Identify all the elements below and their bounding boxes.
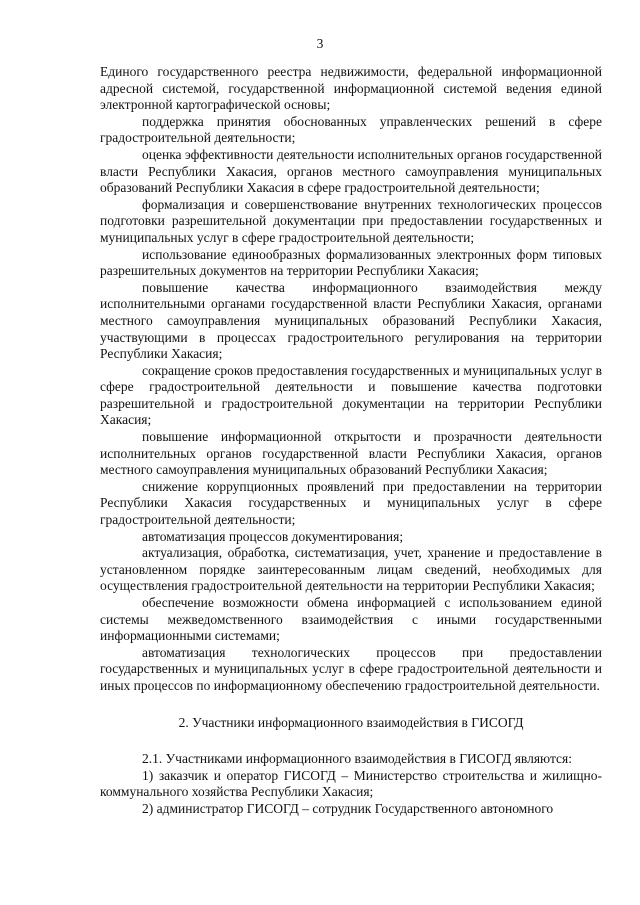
paragraphs-before: [100, 64, 602, 695]
paragraph: повышение информационной открытости и прозрачности деятельности исполнительных органов государственной власти Республики Хакасия, органов местного самоуправления муниципальных образований Республики Хакасия;: [100, 429, 602, 478]
paragraph: снижение коррупционных проявлений при предоставлении на территории Республики Хакасия государственных и муниципальных услуг в сфере градостроительной деятельности;: [100, 478, 602, 528]
paragraph: обеспечение возможности обмена информацией с использованием единой системы межведомственного взаимодействия с иными государственными информационными системами;: [100, 595, 602, 644]
paragraph: сокращение сроков предоставления государственных и муниципальных услуг в сфере градостроительной деятельности и повышение качества подготовки разрешительной и градостроительной документации на территории Республики Хакасия;: [100, 362, 602, 428]
paragraph: оценка эффективности деятельности исполнительных органов государственной власти Республики Хакасия, органов местного самоуправления муниципальных образований Республики Хакасия в сфере градостроительной деятельности;: [100, 146, 602, 196]
section-heading: 2. Участники информационного взаимодействия в ГИСОГД: [178, 714, 524, 730]
page-number: 3: [316, 36, 324, 51]
paragraphs-after: [100, 751, 602, 817]
paragraph: формализация и совершенствование внутренних технологических процессов подготовки разрешительной документации при предоставлении государственных и муниципальных услуг в сфере градостроительной деятельности;: [100, 196, 602, 245]
paragraph: 1) заказчик и оператор ГИСОГД – Министерство строительства и жилищно-коммунального хозяйства Республики Хакасия;: [100, 767, 602, 800]
paragraph: Единого государственного реестра недвижимости, федеральной информационной адресной системой, государственной информационной системой ведения единой электронной картографической основы;: [100, 64, 602, 113]
paragraph: поддержка принятия обоснованных управленческих решений в сфере градостроительной деятельности;: [100, 113, 602, 146]
paragraph: 2) администратор ГИСОГД – сотрудник Государственного автономного: [142, 800, 554, 816]
document-body: [100, 64, 602, 818]
paragraph: 2.1. Участниками информационного взаимодействия в ГИСОГД являются:: [142, 751, 572, 767]
paragraph: использование единообразных формализованных электронных форм типовых разрешительных документов на территории Республики Хакасия;: [100, 246, 602, 279]
paragraph: автоматизация процессов документирования;: [142, 528, 404, 544]
paragraph: повышение качества информационного взаимодействия между исполнительными органами государственной власти Республики Хакасия, органами местного самоуправления муниципальных образований Республики Хакасия, участвующими в процессах градостроительного регулирования на территории Республики Хакасия;: [100, 279, 602, 362]
paragraph: актуализация, обработка, систематизация, учет, хранение и предоставление в установленном порядке заинтересованным лицам сведений, необходимых для осуществления градостроительной деятельности на территории Республики Хакасия;: [100, 545, 602, 594]
paragraph: автоматизация технологических процессов при предоставлении государственных и муниципальных услуг в сфере градостроительной деятельности и иных процессов по информационному обеспечению градостроительной деятельности.: [100, 644, 602, 693]
